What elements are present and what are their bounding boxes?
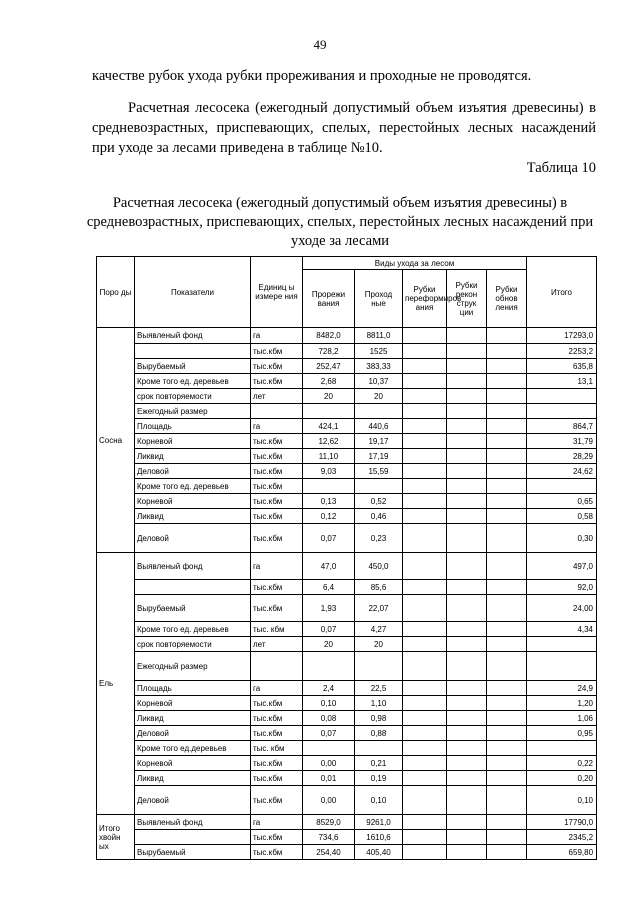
total-value: 0,95 <box>527 726 597 741</box>
header-care-types: Виды ухода за лесом <box>303 257 527 270</box>
passing-value: 22,5 <box>355 681 403 696</box>
renewal-value <box>487 681 527 696</box>
renewal-value <box>487 595 527 622</box>
table-row <box>97 845 597 860</box>
table-row <box>97 741 597 756</box>
reconstruction-value <box>447 681 487 696</box>
renewal-value <box>487 741 527 756</box>
table-row <box>97 434 597 449</box>
total-value: 24,00 <box>527 595 597 622</box>
renewal-value <box>487 756 527 771</box>
passing-value <box>355 652 403 681</box>
table-row <box>97 756 597 771</box>
passing-value: 4,27 <box>355 622 403 637</box>
table-body <box>97 328 597 860</box>
indicator-cell: Вырубаемый <box>135 595 251 622</box>
reform-value <box>403 726 447 741</box>
reform-value <box>403 711 447 726</box>
passing-value: 450,0 <box>355 553 403 580</box>
thinning-value: 0,12 <box>303 509 355 524</box>
unit-cell: тыс.кбм <box>251 756 303 771</box>
renewal-value <box>487 845 527 860</box>
total-value: 864,7 <box>527 419 597 434</box>
passing-value <box>355 741 403 756</box>
thinning-value: 47,0 <box>303 553 355 580</box>
passing-value: 0,10 <box>355 786 403 815</box>
reform-value <box>403 389 447 404</box>
reform-value <box>403 374 447 389</box>
unit-cell: тыс.кбм <box>251 580 303 595</box>
passing-value: 0,19 <box>355 771 403 786</box>
reconstruction-value <box>447 726 487 741</box>
paragraph-2: Расчетная лесосека (ежегодный допустимый объем изъятия древесины) в средневозрастных, приспевающих, спелых, перестойных лесных насаждений при уходе за лесами приведена в таблице №10. <box>92 100 596 156</box>
indicator-cell: Площадь <box>135 681 251 696</box>
thinning-value: 0,07 <box>303 622 355 637</box>
unit-cell: тыс.кбм <box>251 464 303 479</box>
reconstruction-value <box>447 359 487 374</box>
reform-value <box>403 494 447 509</box>
thinning-value: 8482,0 <box>303 328 355 344</box>
passing-value: 10,37 <box>355 374 403 389</box>
reform-value <box>403 359 447 374</box>
passing-value: 405,40 <box>355 845 403 860</box>
indicator-cell: Площадь <box>135 419 251 434</box>
unit-cell: тыс.кбм <box>251 786 303 815</box>
renewal-value <box>487 389 527 404</box>
thinning-value <box>303 479 355 494</box>
renewal-value <box>487 479 527 494</box>
table-row <box>97 786 597 815</box>
reconstruction-value <box>447 449 487 464</box>
reform-value <box>403 344 447 359</box>
reconstruction-value <box>447 389 487 404</box>
reconstruction-value <box>447 830 487 845</box>
indicator-cell: Выявленый фонд <box>135 553 251 580</box>
renewal-value <box>487 449 527 464</box>
total-value: 92,0 <box>527 580 597 595</box>
indicator-cell: Деловой <box>135 524 251 553</box>
thinning-value: 20 <box>303 637 355 652</box>
reconstruction-value <box>447 696 487 711</box>
table-row <box>97 595 597 622</box>
reconstruction-value <box>447 711 487 726</box>
renewal-value <box>487 553 527 580</box>
reconstruction-value <box>447 344 487 359</box>
table-row <box>97 494 597 509</box>
renewal-value <box>487 404 527 419</box>
reform-value <box>403 681 447 696</box>
renewal-value <box>487 726 527 741</box>
table-row <box>97 464 597 479</box>
table-row <box>97 726 597 741</box>
total-value <box>527 479 597 494</box>
reform-value <box>403 741 447 756</box>
reform-value <box>403 328 447 344</box>
total-value: 4,34 <box>527 622 597 637</box>
table-title: Расчетная лесосека (ежегодный допустимый объем изъятия древесины) в средневозрастных, приспевающих, спелых, перестойных лесных насаждений при уходе за лесами <box>86 195 594 249</box>
reconstruction-value <box>447 756 487 771</box>
reconstruction-value <box>447 845 487 860</box>
total-value <box>527 652 597 681</box>
unit-cell: тыс.кбм <box>251 595 303 622</box>
table-row <box>97 479 597 494</box>
reconstruction-value <box>447 741 487 756</box>
reform-value <box>403 524 447 553</box>
unit-cell: га <box>251 815 303 830</box>
indicator-cell: Ликвид <box>135 711 251 726</box>
indicator-cell: Корневой <box>135 696 251 711</box>
indicator-cell: Ликвид <box>135 771 251 786</box>
reform-value <box>403 845 447 860</box>
unit-cell: тыс.кбм <box>251 771 303 786</box>
renewal-value <box>487 328 527 344</box>
unit-cell <box>251 404 303 419</box>
species-cell: Итого хвойн ых <box>97 815 135 860</box>
reform-value <box>403 580 447 595</box>
total-value: 497,0 <box>527 553 597 580</box>
reform-value <box>403 595 447 622</box>
indicator-cell: Деловой <box>135 464 251 479</box>
header-thinning: Прорежи вания <box>303 270 355 328</box>
passing-value <box>355 404 403 419</box>
renewal-value <box>487 711 527 726</box>
total-value <box>527 404 597 419</box>
indicator-cell: Кроме того ед.деревьев <box>135 741 251 756</box>
passing-value: 0,21 <box>355 756 403 771</box>
table-row <box>97 419 597 434</box>
indicator-cell: Корневой <box>135 494 251 509</box>
total-value: 659,80 <box>527 845 597 860</box>
passing-value: 0,23 <box>355 524 403 553</box>
indicator-cell: Ликвид <box>135 509 251 524</box>
thinning-value: 0,07 <box>303 524 355 553</box>
total-value <box>527 741 597 756</box>
total-value: 24,9 <box>527 681 597 696</box>
thinning-value: 0,13 <box>303 494 355 509</box>
reform-value <box>403 434 447 449</box>
unit-cell: тыс.кбм <box>251 696 303 711</box>
header-reconstruction: Рубки рекон струк ции <box>447 270 487 328</box>
species-cell: Сосна <box>97 328 135 553</box>
header-species: Поро ды <box>97 257 135 328</box>
reconstruction-value <box>447 815 487 830</box>
reform-value <box>403 815 447 830</box>
reconstruction-value <box>447 509 487 524</box>
header-units: Единиц ы измере ния <box>251 257 303 328</box>
indicator-cell: Вырубаемый <box>135 845 251 860</box>
unit-cell: тыс.кбм <box>251 344 303 359</box>
table-row <box>97 344 597 359</box>
total-value: 2345,2 <box>527 830 597 845</box>
unit-cell: тыс.кбм <box>251 845 303 860</box>
passing-value: 383,33 <box>355 359 403 374</box>
renewal-value <box>487 344 527 359</box>
reconstruction-value <box>447 434 487 449</box>
renewal-value <box>487 622 527 637</box>
renewal-value <box>487 509 527 524</box>
reconstruction-value <box>447 524 487 553</box>
total-value: 0,22 <box>527 756 597 771</box>
renewal-value <box>487 419 527 434</box>
reform-value <box>403 696 447 711</box>
indicator-cell: Корневой <box>135 756 251 771</box>
renewal-value <box>487 771 527 786</box>
total-value: 2253,2 <box>527 344 597 359</box>
thinning-value: 2,4 <box>303 681 355 696</box>
indicator-cell: срок повторяемости <box>135 389 251 404</box>
passing-value: 9261,0 <box>355 815 403 830</box>
indicator-cell: Ежегодный размер <box>135 404 251 419</box>
reform-value <box>403 419 447 434</box>
indicator-cell: Кроме того ед. деревьев <box>135 374 251 389</box>
thinning-value: 728,2 <box>303 344 355 359</box>
total-value <box>527 637 597 652</box>
table-row <box>97 449 597 464</box>
unit-cell: тыс.кбм <box>251 374 303 389</box>
indicator-cell <box>135 344 251 359</box>
total-value: 0,10 <box>527 786 597 815</box>
unit-cell <box>251 652 303 681</box>
unit-cell: тыс.кбм <box>251 494 303 509</box>
thinning-value: 1,93 <box>303 595 355 622</box>
total-value: 17293,0 <box>527 328 597 344</box>
passing-value: 0,88 <box>355 726 403 741</box>
thinning-value: 0,01 <box>303 771 355 786</box>
thinning-value: 0,00 <box>303 756 355 771</box>
reform-value <box>403 830 447 845</box>
indicator-cell: Корневой <box>135 434 251 449</box>
passing-value: 1525 <box>355 344 403 359</box>
renewal-value <box>487 359 527 374</box>
unit-cell: лет <box>251 637 303 652</box>
reconstruction-value <box>447 374 487 389</box>
thinning-value: 12,62 <box>303 434 355 449</box>
table-row <box>97 509 597 524</box>
table-row <box>97 711 597 726</box>
thinning-value: 0,00 <box>303 786 355 815</box>
indicator-cell <box>135 580 251 595</box>
unit-cell: га <box>251 419 303 434</box>
reconstruction-value <box>447 637 487 652</box>
passing-value: 8811,0 <box>355 328 403 344</box>
passing-value: 15,59 <box>355 464 403 479</box>
table-row <box>97 681 597 696</box>
renewal-value <box>487 374 527 389</box>
table-row <box>97 580 597 595</box>
passing-value: 0,46 <box>355 509 403 524</box>
thinning-value <box>303 404 355 419</box>
reconstruction-value <box>447 580 487 595</box>
reconstruction-value <box>447 771 487 786</box>
paragraph-1: качестве рубок ухода рубки прореживания и проходные не проводятся. <box>92 68 532 84</box>
page-number: 49 <box>313 37 327 52</box>
passing-value <box>355 479 403 494</box>
thinning-value: 0,08 <box>303 711 355 726</box>
reconstruction-value <box>447 622 487 637</box>
total-value: 28,29 <box>527 449 597 464</box>
unit-cell: га <box>251 681 303 696</box>
total-value <box>527 389 597 404</box>
unit-cell: тыс.кбм <box>251 449 303 464</box>
total-value: 0,30 <box>527 524 597 553</box>
thinning-value: 0,07 <box>303 726 355 741</box>
indicator-cell: срок повторяемости <box>135 637 251 652</box>
reconstruction-value <box>447 786 487 815</box>
unit-cell: тыс.кбм <box>251 359 303 374</box>
renewal-value <box>487 434 527 449</box>
passing-value: 85,6 <box>355 580 403 595</box>
thinning-value: 8529,0 <box>303 815 355 830</box>
total-value: 17790,0 <box>527 815 597 830</box>
indicator-cell: Выявленый фонд <box>135 815 251 830</box>
unit-cell: тыс.кбм <box>251 509 303 524</box>
reconstruction-value <box>447 652 487 681</box>
reform-value <box>403 404 447 419</box>
renewal-value <box>487 637 527 652</box>
renewal-value <box>487 524 527 553</box>
total-value: 13,1 <box>527 374 597 389</box>
unit-cell: тыс.кбм <box>251 479 303 494</box>
reconstruction-value <box>447 328 487 344</box>
reconstruction-value <box>447 419 487 434</box>
thinning-value: 734,6 <box>303 830 355 845</box>
renewal-value <box>487 696 527 711</box>
header-indicators: Показатели <box>135 257 251 328</box>
thinning-value: 254,40 <box>303 845 355 860</box>
table-row <box>97 524 597 553</box>
indicator-cell: Кроме того ед. деревьев <box>135 479 251 494</box>
unit-cell: лет <box>251 389 303 404</box>
indicator-cell: Выявленый фонд <box>135 328 251 344</box>
thinning-value <box>303 652 355 681</box>
thinning-value: 20 <box>303 389 355 404</box>
header-passing: Проход ные <box>355 270 403 328</box>
unit-cell: тыс.кбм <box>251 711 303 726</box>
reform-value <box>403 786 447 815</box>
indicator-cell: Ликвид <box>135 449 251 464</box>
table-row <box>97 359 597 374</box>
renewal-value <box>487 652 527 681</box>
indicator-cell: Ежегодный размер <box>135 652 251 681</box>
thinning-value: 252,47 <box>303 359 355 374</box>
indicator-cell: Деловой <box>135 786 251 815</box>
table-row <box>97 622 597 637</box>
thinning-value: 11,10 <box>303 449 355 464</box>
thinning-value: 424,1 <box>303 419 355 434</box>
table-row <box>97 771 597 786</box>
renewal-value <box>487 815 527 830</box>
indicator-cell: Вырубаемый <box>135 359 251 374</box>
reconstruction-value <box>447 494 487 509</box>
unit-cell: тыс.кбм <box>251 434 303 449</box>
thinning-value <box>303 741 355 756</box>
reform-value <box>403 479 447 494</box>
total-value: 31,79 <box>527 434 597 449</box>
table-row <box>97 696 597 711</box>
renewal-value <box>487 830 527 845</box>
passing-value: 0,52 <box>355 494 403 509</box>
thinning-value: 9,03 <box>303 464 355 479</box>
total-value: 635,8 <box>527 359 597 374</box>
table-row <box>97 553 597 580</box>
reform-value <box>403 622 447 637</box>
unit-cell: тыс. кбм <box>251 622 303 637</box>
reform-value <box>403 652 447 681</box>
reconstruction-value <box>447 553 487 580</box>
passing-value: 20 <box>355 389 403 404</box>
indicator-cell: Деловой <box>135 726 251 741</box>
passing-value: 440,6 <box>355 419 403 434</box>
reconstruction-value <box>447 479 487 494</box>
reform-value <box>403 509 447 524</box>
header-total: Итого <box>527 257 597 328</box>
renewal-value <box>487 786 527 815</box>
renewal-value <box>487 494 527 509</box>
table-row <box>97 404 597 419</box>
table-row <box>97 374 597 389</box>
table-row <box>97 652 597 681</box>
reform-value <box>403 464 447 479</box>
thinning-value: 6,4 <box>303 580 355 595</box>
total-value: 0,65 <box>527 494 597 509</box>
renewal-value <box>487 580 527 595</box>
total-value: 0,20 <box>527 771 597 786</box>
table-row <box>97 815 597 830</box>
reconstruction-value <box>447 404 487 419</box>
reform-value <box>403 756 447 771</box>
table-row <box>97 389 597 404</box>
reform-value <box>403 449 447 464</box>
thinning-value: 2,68 <box>303 374 355 389</box>
reform-value <box>403 553 447 580</box>
table-number: Таблица 10 <box>526 160 596 176</box>
passing-value: 19,17 <box>355 434 403 449</box>
header-reform: Рубки переформиров ания <box>403 270 447 328</box>
unit-cell: га <box>251 328 303 344</box>
reform-value <box>403 637 447 652</box>
total-value: 0,58 <box>527 509 597 524</box>
header-renewal: Рубки обнов ления <box>487 270 527 328</box>
reconstruction-value <box>447 595 487 622</box>
unit-cell: тыс.кбм <box>251 524 303 553</box>
allowable-cut-table <box>96 256 597 860</box>
reform-value <box>403 771 447 786</box>
passing-value: 22,07 <box>355 595 403 622</box>
species-cell: Ель <box>97 553 135 815</box>
unit-cell: га <box>251 553 303 580</box>
renewal-value <box>487 464 527 479</box>
unit-cell: тыс. кбм <box>251 741 303 756</box>
indicator-cell: Кроме того ед. деревьев <box>135 622 251 637</box>
unit-cell: тыс.кбм <box>251 726 303 741</box>
table-row <box>97 637 597 652</box>
thinning-value: 0,10 <box>303 696 355 711</box>
passing-value: 0,98 <box>355 711 403 726</box>
table-row <box>97 830 597 845</box>
total-value: 1,06 <box>527 711 597 726</box>
total-value: 1,20 <box>527 696 597 711</box>
table-row <box>97 328 597 344</box>
passing-value: 20 <box>355 637 403 652</box>
passing-value: 17,19 <box>355 449 403 464</box>
reconstruction-value <box>447 464 487 479</box>
passing-value: 1610,6 <box>355 830 403 845</box>
passing-value: 1,10 <box>355 696 403 711</box>
indicator-cell <box>135 830 251 845</box>
unit-cell: тыс.кбм <box>251 830 303 845</box>
total-value: 24,62 <box>527 464 597 479</box>
